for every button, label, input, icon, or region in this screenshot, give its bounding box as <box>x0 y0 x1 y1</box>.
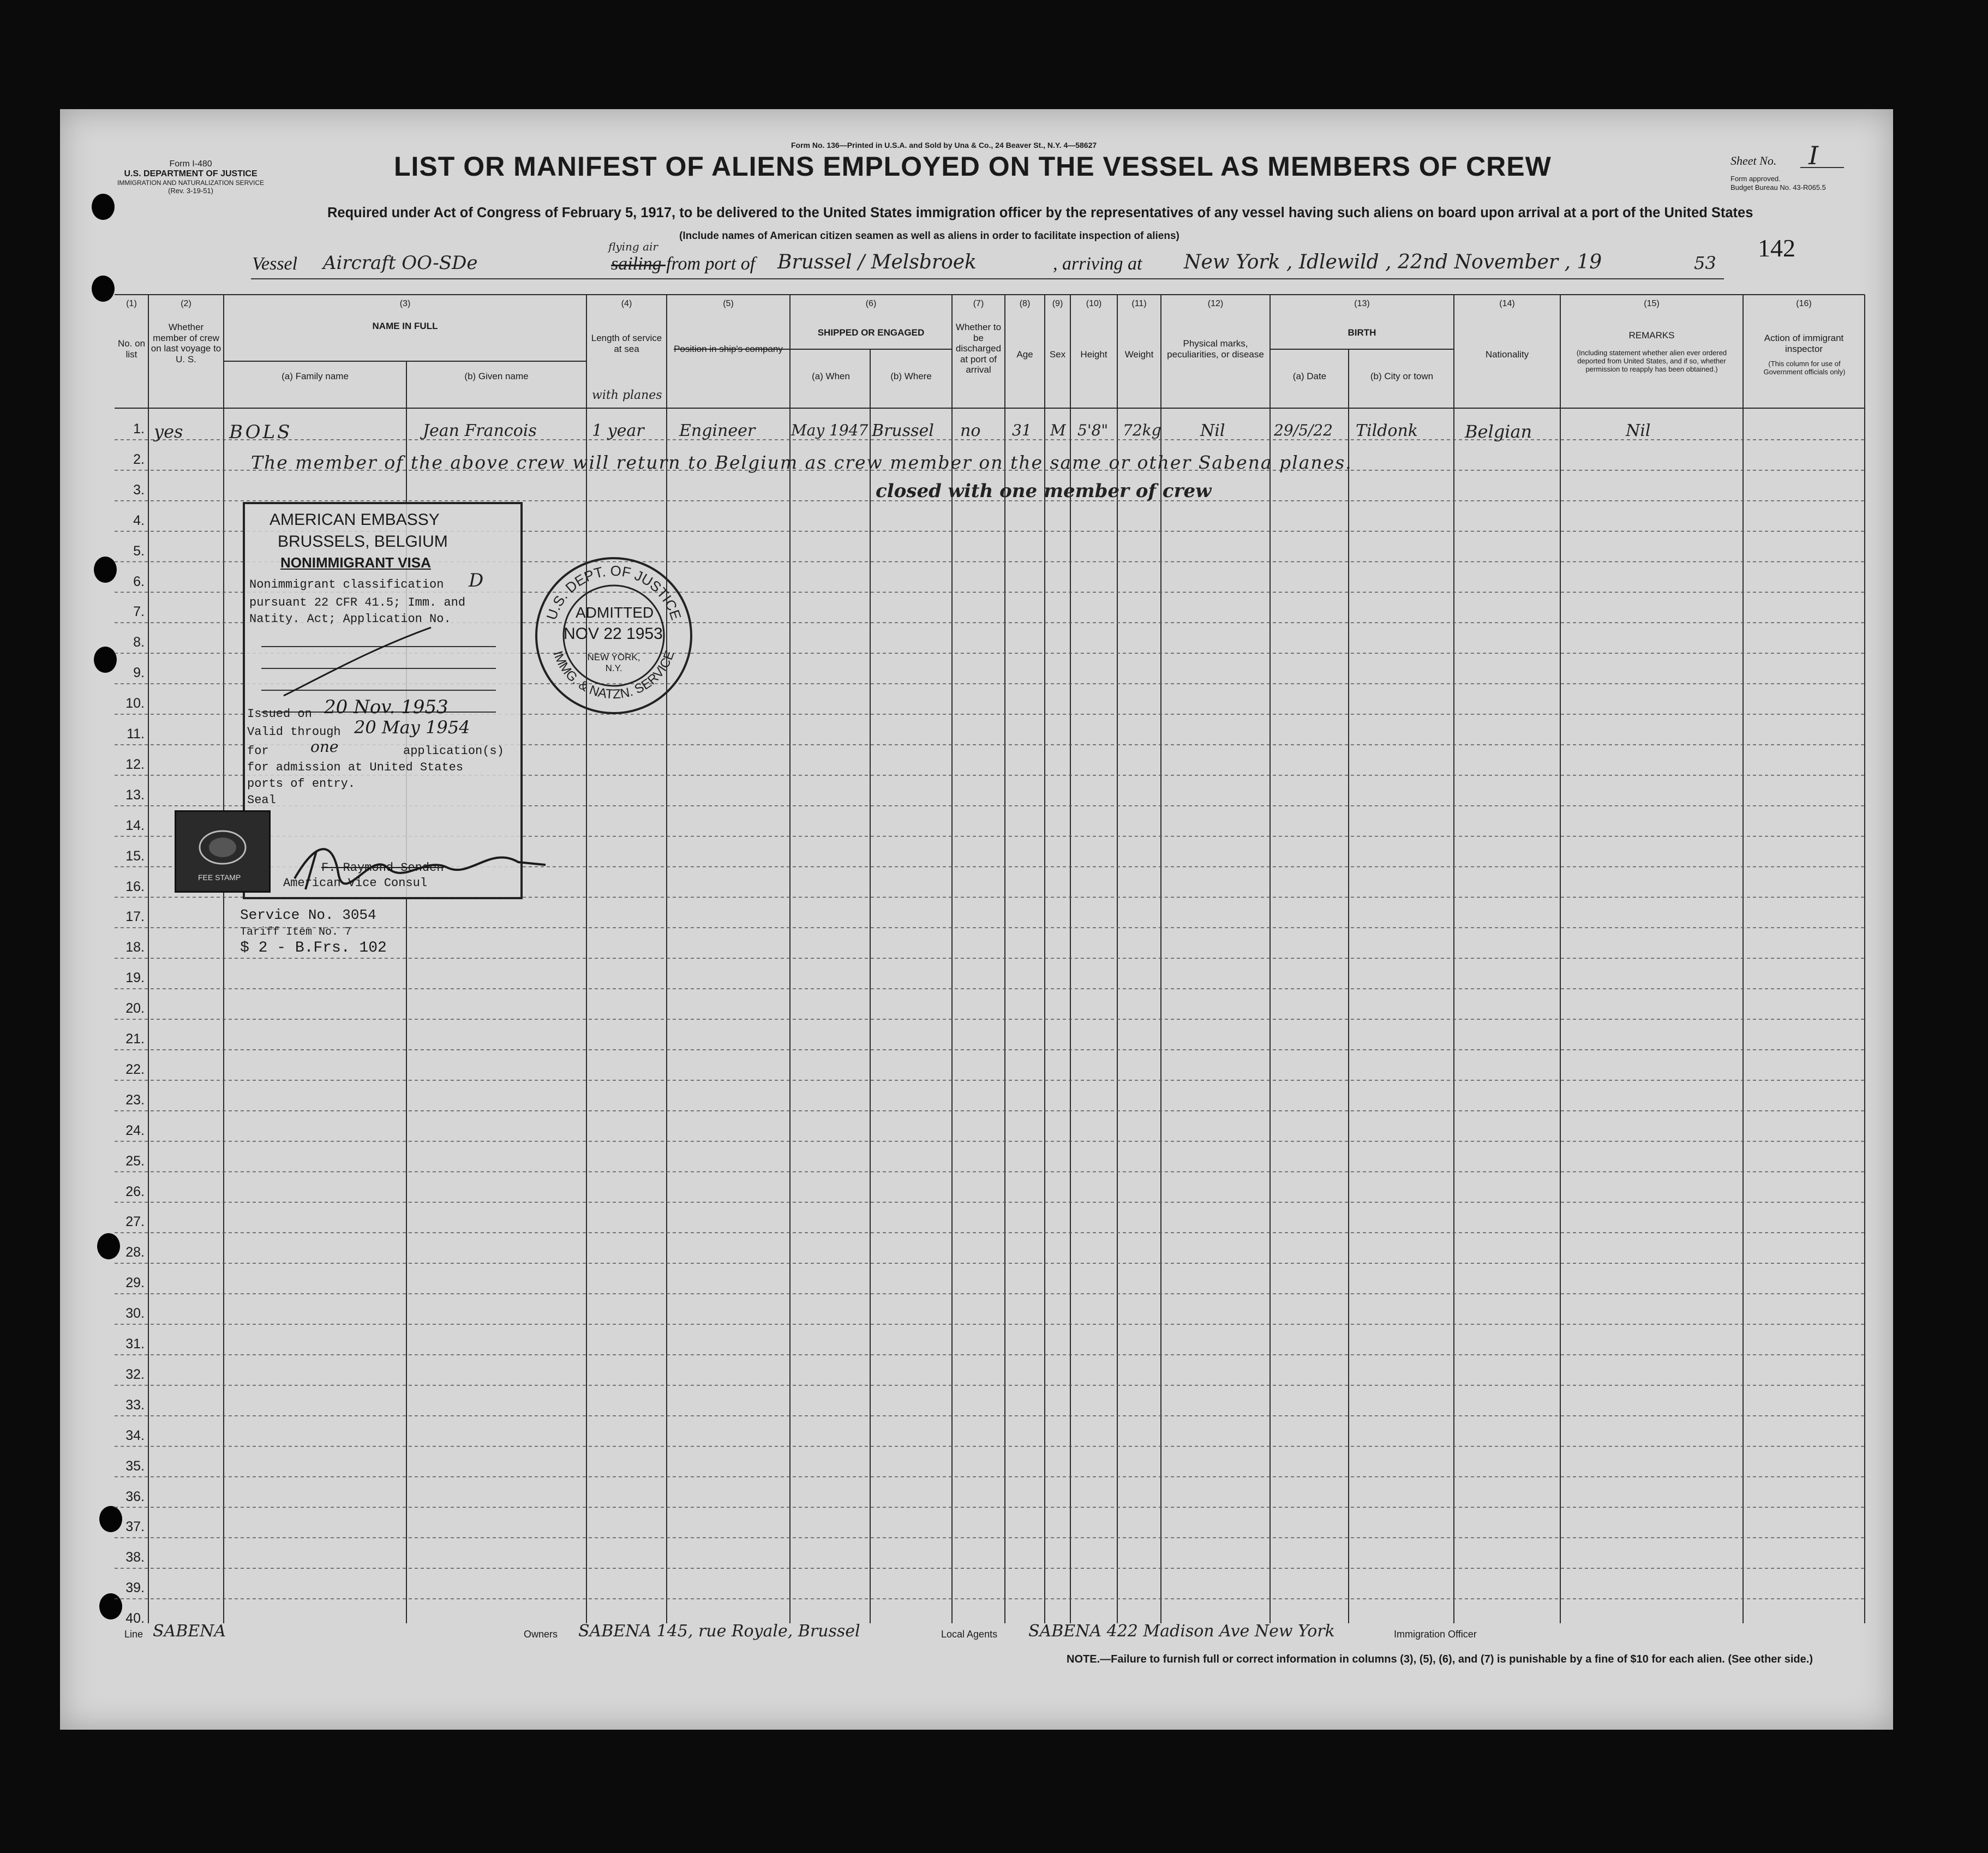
column-header: Whether to be discharged at port of arrival <box>955 322 1002 375</box>
row-number: 9. <box>133 665 145 681</box>
row1-family-name: BOLS <box>229 421 292 443</box>
column-header: Height <box>1080 349 1107 360</box>
fee-stamp <box>175 810 271 893</box>
row-number: 27. <box>125 1214 145 1230</box>
row-number: 1. <box>133 421 145 437</box>
visa-seal: Seal <box>247 793 276 807</box>
form-id-line: Form I-480 <box>169 159 212 169</box>
row-number: 35. <box>125 1458 145 1474</box>
column-header: Physical marks, peculiarities, or disease <box>1167 338 1264 360</box>
column-header: Nationality <box>1485 349 1529 360</box>
row-number: 23. <box>125 1092 145 1108</box>
visa-classification: Nonimmigrant classification <box>249 578 444 591</box>
column-number: (12) <box>1207 299 1224 308</box>
column-number: (4) <box>621 299 632 308</box>
subheader-date: (a) Date <box>1292 371 1327 381</box>
arriving-label: , arriving at <box>1053 254 1142 274</box>
column-header: Position in ship's company <box>674 344 783 354</box>
row1-marks: Nil <box>1200 421 1225 440</box>
row-number: 22. <box>125 1061 145 1077</box>
vessel-value: Aircraft OO-SDe <box>323 252 478 274</box>
row-number: 30. <box>125 1306 145 1322</box>
column-header: BIRTH <box>1348 327 1376 338</box>
subheader-when: (a) When <box>812 371 850 381</box>
column-number: (16) <box>1796 299 1812 308</box>
visa-issued-label: Issued on <box>247 707 312 721</box>
row1-remarks: Nil <box>1626 421 1651 440</box>
visa-valid-label: Valid through <box>247 725 341 739</box>
row3-closing-note: closed with one member of crew <box>876 480 1212 502</box>
footer-agents-label: Local Agents <box>941 1629 998 1640</box>
row-number: 5. <box>133 543 145 559</box>
column-header: SHIPPED OR ENGAGED <box>817 327 925 338</box>
row-number: 37. <box>125 1519 145 1535</box>
subheader-given: (b) Given name <box>464 371 529 381</box>
row-number: 3. <box>133 482 145 498</box>
row-number: 20. <box>125 1001 145 1017</box>
row1-sex: M <box>1050 421 1066 439</box>
row-number: 29. <box>125 1275 145 1291</box>
column-number: (7) <box>973 299 984 308</box>
row-number: 11. <box>127 726 145 742</box>
fee-stamp-emblem <box>195 828 250 866</box>
row-number: 33. <box>125 1397 145 1413</box>
column-header: Age <box>1016 349 1033 360</box>
visa-city: BRUSSELS, BELGIUM <box>278 533 448 551</box>
form-id-line: (Rev. 3-19-51) <box>168 186 213 195</box>
fee-stamp-label: FEE STAMP <box>198 873 241 882</box>
visa-consul-title: American Vice Consul <box>283 876 428 890</box>
service-number: Service No. 3054 <box>240 907 376 923</box>
visa-ports: ports of entry. <box>247 777 356 791</box>
sailing-value: Brussel / Melsbroek <box>777 251 977 273</box>
row-number: 24. <box>125 1122 145 1138</box>
row-number: 7. <box>133 604 145 620</box>
fee-amount: $ 2 - B.Frs. 102 <box>240 940 387 957</box>
column-header: Action of immigrant inspector <box>1764 333 1844 354</box>
row-number: 12. <box>125 756 145 772</box>
visa-class-value: D <box>469 570 484 591</box>
form-title: LIST OR MANIFEST OF ALIENS EMPLOYED ON THE VESSEL AS MEMBERS OF CREW <box>394 151 1552 182</box>
row-number: 19. <box>125 970 145 986</box>
footer-officer-label: Immigration Officer <box>1394 1629 1477 1640</box>
approval-line: Form approved. <box>1730 175 1781 183</box>
approval-line: Budget Bureau No. 43-R065.5 <box>1730 183 1826 192</box>
footer-agents-value: SABENA 422 Madison Ave New York <box>1028 1622 1335 1641</box>
row-number: 32. <box>125 1366 145 1382</box>
row1-nationality: Belgian <box>1465 421 1532 442</box>
column-header: NAME IN FULL <box>372 321 438 331</box>
row1-weight: 72kg <box>1123 421 1161 439</box>
row-number: 21. <box>125 1031 145 1047</box>
row-number: 2. <box>133 451 145 467</box>
visa-for-label: for <box>247 744 269 758</box>
admitted-place: NEW YORK, N.Y. <box>587 652 640 673</box>
action-note: (This column for use of Government officials only) <box>1763 360 1846 376</box>
sailing-label: sailing from port of <box>611 254 756 274</box>
form-id-line: IMMIGRATION AND NATURALIZATION SERVICE <box>117 178 265 187</box>
column-header: No. on list <box>117 338 146 360</box>
row-number: 25. <box>125 1153 145 1169</box>
row-number: 13. <box>125 787 145 803</box>
row1-member: yes <box>154 421 183 442</box>
form-id-line: U.S. DEPARTMENT OF JUSTICE <box>124 169 258 179</box>
row-number: 40. <box>125 1611 145 1627</box>
row-number: 14. <box>125 817 145 833</box>
column-header: Weight <box>1124 349 1154 360</box>
sheet-value: I <box>1809 141 1819 170</box>
row1-discharge: no <box>960 421 981 440</box>
row-number: 34. <box>125 1427 145 1443</box>
column-header: Whether member of crew on last voyage to U. S. <box>151 322 221 364</box>
row-number: 28. <box>125 1245 145 1260</box>
row-number: 15. <box>125 848 145 864</box>
admitted-ring-top: U.S. DEPT. OF JUSTICE <box>543 562 685 622</box>
footer-line-value: SABENA <box>153 1622 226 1641</box>
row1-position: Engineer <box>679 421 756 440</box>
subheader-family: (a) Family name <box>282 371 349 381</box>
column-number: (6) <box>865 299 877 308</box>
footer-line-label: Line <box>124 1629 143 1640</box>
visa-embassy: AMERICAN EMBASSY <box>270 511 440 529</box>
column-number: (2) <box>181 299 191 308</box>
row-number: 10. <box>125 696 145 712</box>
visa-signature-stroke <box>262 622 442 704</box>
footer-owners-value: SABENA 145, rue Royale, Brussel <box>578 1622 860 1641</box>
include-note: (Include names of American citizen seamen as well as aliens in order to facilitate inspection of aliens) <box>679 230 1179 242</box>
visa-valid-value: 20 May 1954 <box>354 717 470 738</box>
row1-where: Brussel <box>872 421 934 440</box>
row1-birth-date: 29/5/22 <box>1274 421 1333 439</box>
column-header: Length of service at sea <box>591 333 662 354</box>
row1-birth-city: Tildonk <box>1356 421 1418 440</box>
column-header: Sex <box>1049 349 1066 360</box>
column-number: (15) <box>1644 299 1660 308</box>
arriving-value: New York , Idlewild , 22nd November , 19 <box>1184 251 1602 273</box>
page-number: 142 <box>1758 234 1795 262</box>
row1-age: 31 <box>1012 421 1032 439</box>
column-header: REMARKS <box>1628 330 1675 340</box>
column-number: (9) <box>1052 299 1063 308</box>
footer-owners-label: Owners <box>524 1629 558 1640</box>
row2-statement: The member of the above crew will return to Belgium as crew member on the same or other Sabena planes. <box>251 452 1352 473</box>
row-number: 17. <box>125 909 145 925</box>
row-number: 16. <box>125 878 145 894</box>
row-number: 26. <box>125 1183 145 1199</box>
footer-note: NOTE.—Failure to furnish full or correct information in columns (3), (5), (6), and (7) is punishable by a fine of $10 for each alien. (See other side.) <box>1067 1653 1813 1665</box>
column-number: (13) <box>1354 299 1370 308</box>
row1-when: May 1947 <box>791 421 869 439</box>
visa-issued-value: 20 Nov. 1953 <box>324 696 448 718</box>
row1-height: 5'8" <box>1077 421 1109 439</box>
visa-admission: for admission at United States <box>247 761 464 774</box>
column-number: (8) <box>1019 299 1031 308</box>
row-number: 6. <box>133 573 145 589</box>
row-number: 18. <box>125 940 145 955</box>
row1-service-note: with planes <box>592 388 662 402</box>
visa-for-value: one <box>310 738 339 756</box>
year-value: 53 <box>1694 253 1716 273</box>
column-number: (5) <box>723 299 734 308</box>
admitted-word: ADMITTED <box>576 604 654 621</box>
row-number: 36. <box>125 1489 145 1504</box>
column-number: (11) <box>1131 299 1147 308</box>
visa-type: NONIMMIGRANT VISA <box>280 554 431 571</box>
visa-applications: application(s) <box>403 744 504 758</box>
visa-pursuant: pursuant 22 CFR 41.5; Imm. and <box>249 596 466 609</box>
visa-consul-name: F. Raymond Senden <box>321 861 444 875</box>
consul-signature <box>284 835 556 895</box>
row1-given-name: Jean Francois <box>423 421 537 440</box>
row-number: 4. <box>133 512 145 528</box>
admitted-ring-bottom: IMMG. & NATZN. SERVICE <box>550 649 678 702</box>
subheader-where: (b) Where <box>890 371 932 381</box>
row1-service: 1 year <box>592 421 644 440</box>
column-number: (14) <box>1499 299 1515 308</box>
sheet-label: Sheet No. <box>1730 154 1777 168</box>
visa-act: Natity. Act; Application No. <box>249 612 451 626</box>
vessel-label: Vessel <box>252 254 298 274</box>
column-number: (1) <box>126 299 137 308</box>
row-number: 38. <box>125 1550 145 1565</box>
tariff-item: Tariff Item No. 7 <box>240 926 352 939</box>
admitted-date: NOV 22 1953 <box>564 625 663 643</box>
requirement-text: Required under Act of Congress of February 5, 1917, to be delivered to the United States immigration officer by the representatives of any vessel having such aliens on board upon arrival at a port of the United States <box>327 205 1753 220</box>
column-number: (10) <box>1086 299 1102 308</box>
admitted-stamp <box>532 554 696 718</box>
printer-line: Form No. 136—Printed in U.S.A. and Sold by Una & Co., 24 Beaver St., N.Y. 4—58627 <box>791 141 1097 150</box>
row-number: 39. <box>125 1580 145 1596</box>
row-number: 31. <box>125 1336 145 1352</box>
remarks-note: (Including statement whether alien ever ordered deported from United States, and if so, whether permission to reapply has been obtained.) <box>1576 349 1727 373</box>
row-number: 8. <box>133 635 145 650</box>
column-number: (3) <box>399 299 411 308</box>
subheader-city: (b) City or town <box>1370 371 1434 381</box>
flying-note: flying air <box>608 240 658 253</box>
